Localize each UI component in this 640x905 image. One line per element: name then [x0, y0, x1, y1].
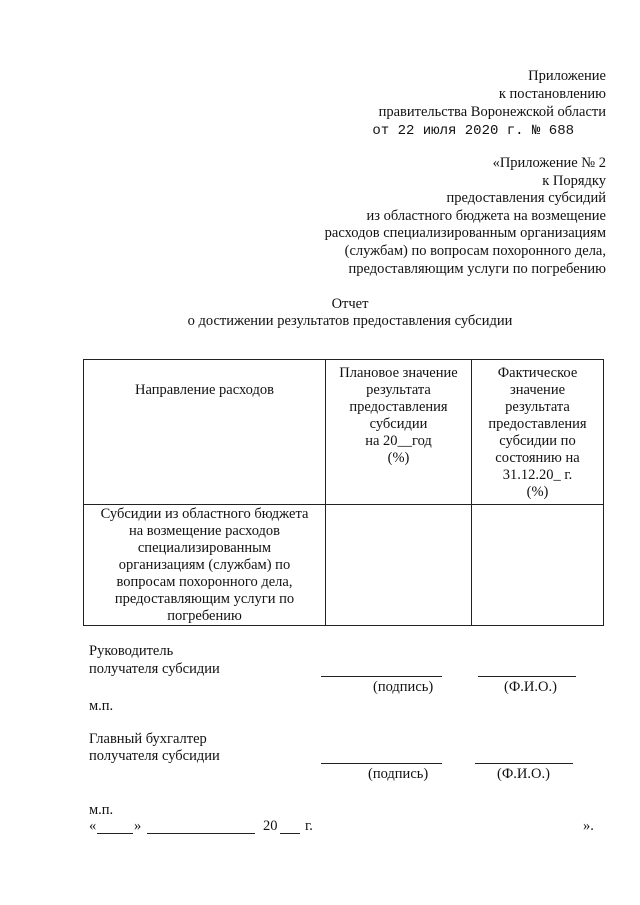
sign2-stamp: м.п.: [89, 802, 114, 818]
annex-title: Приложение: [528, 68, 606, 84]
sign1-stamp: м.п.: [89, 698, 114, 714]
end-mark: ».: [583, 818, 594, 834]
date-day-line[interactable]: [97, 833, 133, 834]
annex2-line3: предоставления субсидий: [446, 190, 606, 206]
date-month-line[interactable]: [147, 833, 255, 834]
row1-direction: Субсидии из областного бюджета на возмещение расходов специализированным организациям (службам) по вопросам похоронного дела, предоставляющим услуги по погребению: [84, 505, 326, 626]
report-table: [83, 359, 604, 626]
sign2-signature-label: (подпись): [368, 766, 429, 782]
row1-planned-value[interactable]: [326, 505, 472, 626]
sign2-role-line1: Главный бухгалтер: [89, 731, 207, 747]
sign1-signature-line[interactable]: [321, 676, 442, 677]
date-year-line[interactable]: [280, 833, 300, 834]
sign2-name-line[interactable]: [475, 763, 573, 764]
col2-header: Плановое значение результата предоставления субсидии на 20__год (%): [326, 360, 472, 505]
annex-date: от 22 июля 2020 г. № 688: [372, 123, 574, 139]
row1-actual-value[interactable]: [472, 505, 604, 626]
col1-header: Направление расходов: [84, 360, 326, 505]
sign2-role-line2: получателя субсидии: [89, 748, 220, 764]
annex2-line7: предоставляющим услуги по погребению: [348, 261, 606, 277]
annex-line2: к постановлению: [498, 86, 606, 102]
annex2-line2: к Порядку: [542, 173, 606, 189]
annex-line3: правительства Воронежской области: [378, 104, 606, 120]
sign2-name-label: (Ф.И.О.): [497, 766, 550, 782]
table-header-row: [84, 360, 604, 505]
sign1-signature-label: (подпись): [373, 679, 434, 695]
date-year-suffix: г.: [305, 818, 313, 834]
table-row: [84, 505, 604, 626]
date-year-prefix: 20: [263, 818, 278, 834]
sign1-name-label: (Ф.И.О.): [504, 679, 557, 695]
sign1-role-line2: получателя субсидии: [89, 661, 220, 677]
annex2-line1: «Приложение № 2: [492, 155, 606, 171]
date-close-quote: »: [134, 818, 142, 834]
annex2-line4: из областного бюджета на возмещение: [366, 208, 606, 224]
sign1-name-line[interactable]: [478, 676, 576, 677]
sign2-signature-line[interactable]: [321, 763, 442, 764]
report-subtitle: о достижении результатов предоставления субсидии: [187, 313, 513, 329]
col3-header: Фактическое значение результата предоставления субсидии по состоянию на 31.12.20_ г. (%): [472, 360, 604, 505]
date-open-quote: «: [89, 818, 97, 834]
sign1-role-line1: Руководитель: [89, 643, 174, 659]
report-title: Отчет: [331, 296, 369, 312]
annex2-line5: расходов специализированным организациям: [324, 225, 606, 241]
annex2-line6: (службам) по вопросам похоронного дела,: [344, 243, 606, 259]
